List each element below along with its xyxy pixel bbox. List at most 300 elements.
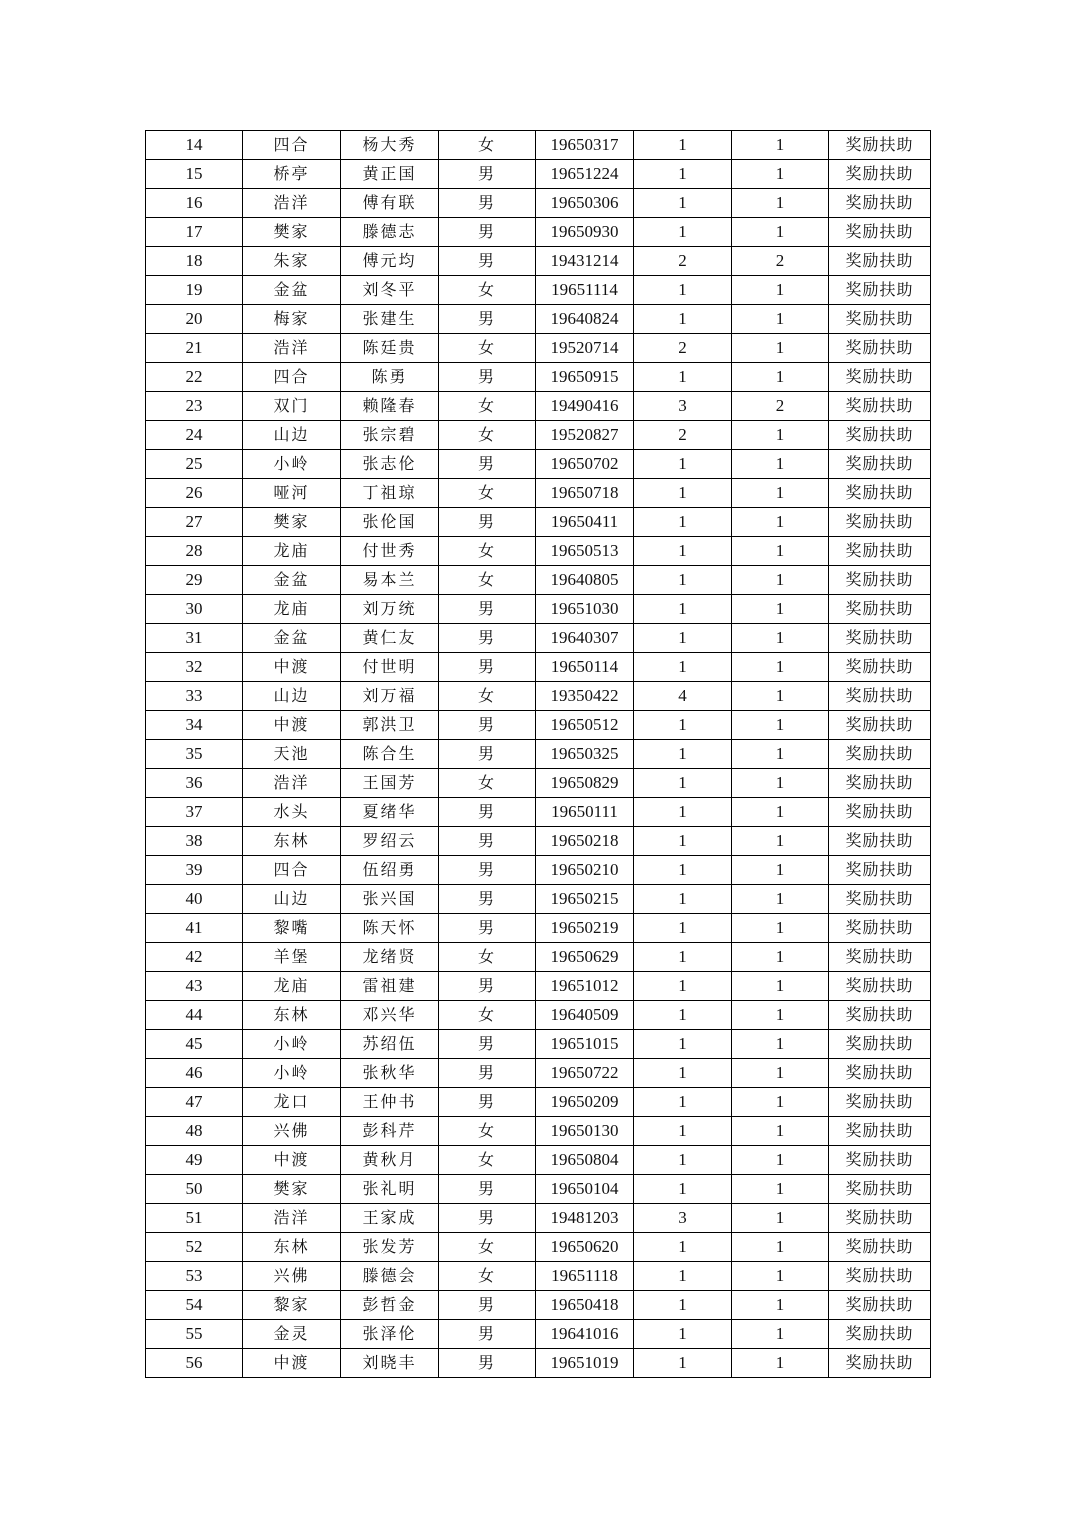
name-cell: 张宗碧 bbox=[341, 421, 439, 450]
name-cell: 伍绍勇 bbox=[341, 856, 439, 885]
birthdate-cell: 19650829 bbox=[536, 769, 634, 798]
children-cell: 1 bbox=[634, 479, 732, 508]
name-cell: 陈廷贵 bbox=[341, 334, 439, 363]
gender-cell: 男 bbox=[439, 972, 536, 1001]
birthdate-cell: 19650418 bbox=[536, 1291, 634, 1320]
gender-cell: 女 bbox=[439, 566, 536, 595]
category-cell: 奖励扶助 bbox=[829, 827, 931, 856]
children-cell: 1 bbox=[634, 1059, 732, 1088]
village-cell: 浩洋 bbox=[243, 189, 341, 218]
seq-cell: 33 bbox=[146, 682, 243, 711]
gender-cell: 男 bbox=[439, 711, 536, 740]
category-cell: 奖励扶助 bbox=[829, 131, 931, 160]
village-cell: 小岭 bbox=[243, 450, 341, 479]
category-cell: 奖励扶助 bbox=[829, 914, 931, 943]
seq-cell: 56 bbox=[146, 1349, 243, 1378]
count-cell: 1 bbox=[732, 537, 829, 566]
birthdate-cell: 19650915 bbox=[536, 363, 634, 392]
seq-cell: 20 bbox=[146, 305, 243, 334]
birthdate-cell: 19650513 bbox=[536, 537, 634, 566]
birthdate-cell: 19650130 bbox=[536, 1117, 634, 1146]
children-cell: 3 bbox=[634, 1204, 732, 1233]
category-cell: 奖励扶助 bbox=[829, 595, 931, 624]
seq-cell: 27 bbox=[146, 508, 243, 537]
seq-cell: 48 bbox=[146, 1117, 243, 1146]
count-cell: 2 bbox=[732, 392, 829, 421]
count-cell: 1 bbox=[732, 305, 829, 334]
table-row bbox=[146, 740, 931, 769]
children-cell: 1 bbox=[634, 1088, 732, 1117]
category-cell: 奖励扶助 bbox=[829, 392, 931, 421]
village-cell: 哑河 bbox=[243, 479, 341, 508]
table-row bbox=[146, 1146, 931, 1175]
children-cell: 2 bbox=[634, 247, 732, 276]
seq-cell: 25 bbox=[146, 450, 243, 479]
name-cell: 丁祖琼 bbox=[341, 479, 439, 508]
children-cell: 1 bbox=[634, 508, 732, 537]
seq-cell: 41 bbox=[146, 914, 243, 943]
children-cell: 1 bbox=[634, 653, 732, 682]
table-row bbox=[146, 827, 931, 856]
children-cell: 1 bbox=[634, 1291, 732, 1320]
name-cell: 黄仁友 bbox=[341, 624, 439, 653]
seq-cell: 29 bbox=[146, 566, 243, 595]
village-cell: 水头 bbox=[243, 798, 341, 827]
category-cell: 奖励扶助 bbox=[829, 856, 931, 885]
count-cell: 1 bbox=[732, 856, 829, 885]
birthdate-cell: 19650411 bbox=[536, 508, 634, 537]
village-cell: 樊家 bbox=[243, 1175, 341, 1204]
birthdate-cell: 19431214 bbox=[536, 247, 634, 276]
village-cell: 龙庙 bbox=[243, 972, 341, 1001]
count-cell: 1 bbox=[732, 1204, 829, 1233]
birthdate-cell: 19651015 bbox=[536, 1030, 634, 1059]
birthdate-cell: 19650804 bbox=[536, 1146, 634, 1175]
name-cell: 张建生 bbox=[341, 305, 439, 334]
count-cell: 1 bbox=[732, 1088, 829, 1117]
village-cell: 浩洋 bbox=[243, 334, 341, 363]
gender-cell: 女 bbox=[439, 1262, 536, 1291]
village-cell: 东林 bbox=[243, 1001, 341, 1030]
count-cell: 1 bbox=[732, 653, 829, 682]
count-cell: 1 bbox=[732, 682, 829, 711]
table-row bbox=[146, 537, 931, 566]
village-cell: 中渡 bbox=[243, 711, 341, 740]
birthdate-cell: 19651114 bbox=[536, 276, 634, 305]
category-cell: 奖励扶助 bbox=[829, 1204, 931, 1233]
gender-cell: 男 bbox=[439, 856, 536, 885]
village-cell: 浩洋 bbox=[243, 769, 341, 798]
count-cell: 1 bbox=[732, 943, 829, 972]
count-cell: 1 bbox=[732, 769, 829, 798]
name-cell: 赖隆春 bbox=[341, 392, 439, 421]
gender-cell: 男 bbox=[439, 189, 536, 218]
table-row bbox=[146, 189, 931, 218]
gender-cell: 男 bbox=[439, 1175, 536, 1204]
category-cell: 奖励扶助 bbox=[829, 334, 931, 363]
category-cell: 奖励扶助 bbox=[829, 1262, 931, 1291]
table-row bbox=[146, 218, 931, 247]
count-cell: 1 bbox=[732, 1030, 829, 1059]
table-row bbox=[146, 856, 931, 885]
count-cell: 1 bbox=[732, 1059, 829, 1088]
table-row bbox=[146, 508, 931, 537]
birthdate-cell: 19650325 bbox=[536, 740, 634, 769]
children-cell: 1 bbox=[634, 972, 732, 1001]
seq-cell: 14 bbox=[146, 131, 243, 160]
table-row bbox=[146, 624, 931, 653]
children-cell: 1 bbox=[634, 160, 732, 189]
gender-cell: 女 bbox=[439, 1117, 536, 1146]
village-cell: 梅家 bbox=[243, 305, 341, 334]
village-cell: 樊家 bbox=[243, 508, 341, 537]
table-row bbox=[146, 421, 931, 450]
seq-cell: 17 bbox=[146, 218, 243, 247]
village-cell: 四合 bbox=[243, 131, 341, 160]
seq-cell: 24 bbox=[146, 421, 243, 450]
category-cell: 奖励扶助 bbox=[829, 653, 931, 682]
table-row bbox=[146, 1233, 931, 1262]
table-row bbox=[146, 972, 931, 1001]
seq-cell: 55 bbox=[146, 1320, 243, 1349]
gender-cell: 男 bbox=[439, 1291, 536, 1320]
count-cell: 1 bbox=[732, 972, 829, 1001]
table-row bbox=[146, 595, 931, 624]
table-row bbox=[146, 885, 931, 914]
children-cell: 1 bbox=[634, 1262, 732, 1291]
children-cell: 1 bbox=[634, 914, 732, 943]
name-cell: 易本兰 bbox=[341, 566, 439, 595]
children-cell: 1 bbox=[634, 1320, 732, 1349]
village-cell: 小岭 bbox=[243, 1059, 341, 1088]
birthdate-cell: 19651224 bbox=[536, 160, 634, 189]
children-cell: 1 bbox=[634, 1117, 732, 1146]
gender-cell: 女 bbox=[439, 1001, 536, 1030]
table-row bbox=[146, 131, 931, 160]
gender-cell: 男 bbox=[439, 508, 536, 537]
birthdate-cell: 19651012 bbox=[536, 972, 634, 1001]
children-cell: 1 bbox=[634, 624, 732, 653]
gender-cell: 男 bbox=[439, 1059, 536, 1088]
birthdate-cell: 19520714 bbox=[536, 334, 634, 363]
count-cell: 1 bbox=[732, 711, 829, 740]
gender-cell: 女 bbox=[439, 131, 536, 160]
table-row bbox=[146, 1291, 931, 1320]
name-cell: 王家成 bbox=[341, 1204, 439, 1233]
birthdate-cell: 19650722 bbox=[536, 1059, 634, 1088]
name-cell: 张秋华 bbox=[341, 1059, 439, 1088]
birthdate-cell: 19650629 bbox=[536, 943, 634, 972]
children-cell: 1 bbox=[634, 827, 732, 856]
birthdate-cell: 19640824 bbox=[536, 305, 634, 334]
count-cell: 1 bbox=[732, 363, 829, 392]
count-cell: 1 bbox=[732, 1117, 829, 1146]
table-row bbox=[146, 769, 931, 798]
table-row bbox=[146, 1059, 931, 1088]
name-cell: 郭洪卫 bbox=[341, 711, 439, 740]
name-cell: 张伦国 bbox=[341, 508, 439, 537]
children-cell: 1 bbox=[634, 798, 732, 827]
seq-cell: 44 bbox=[146, 1001, 243, 1030]
seq-cell: 47 bbox=[146, 1088, 243, 1117]
name-cell: 苏绍伍 bbox=[341, 1030, 439, 1059]
count-cell: 1 bbox=[732, 1349, 829, 1378]
table-row bbox=[146, 1204, 931, 1233]
category-cell: 奖励扶助 bbox=[829, 479, 931, 508]
name-cell: 付世秀 bbox=[341, 537, 439, 566]
gender-cell: 女 bbox=[439, 537, 536, 566]
category-cell: 奖励扶助 bbox=[829, 711, 931, 740]
village-cell: 山边 bbox=[243, 885, 341, 914]
birthdate-cell: 19350422 bbox=[536, 682, 634, 711]
village-cell: 龙庙 bbox=[243, 595, 341, 624]
roster-table-body bbox=[146, 131, 931, 1378]
category-cell: 奖励扶助 bbox=[829, 566, 931, 595]
seq-cell: 28 bbox=[146, 537, 243, 566]
gender-cell: 女 bbox=[439, 1233, 536, 1262]
category-cell: 奖励扶助 bbox=[829, 1059, 931, 1088]
category-cell: 奖励扶助 bbox=[829, 943, 931, 972]
seq-cell: 22 bbox=[146, 363, 243, 392]
village-cell: 龙口 bbox=[243, 1088, 341, 1117]
village-cell: 龙庙 bbox=[243, 537, 341, 566]
name-cell: 傅元均 bbox=[341, 247, 439, 276]
seq-cell: 38 bbox=[146, 827, 243, 856]
gender-cell: 男 bbox=[439, 1320, 536, 1349]
category-cell: 奖励扶助 bbox=[829, 1117, 931, 1146]
children-cell: 1 bbox=[634, 1233, 732, 1262]
village-cell: 小岭 bbox=[243, 1030, 341, 1059]
table-row bbox=[146, 1001, 931, 1030]
table-row bbox=[146, 1320, 931, 1349]
village-cell: 天池 bbox=[243, 740, 341, 769]
category-cell: 奖励扶助 bbox=[829, 1291, 931, 1320]
seq-cell: 18 bbox=[146, 247, 243, 276]
village-cell: 金灵 bbox=[243, 1320, 341, 1349]
birthdate-cell: 19650718 bbox=[536, 479, 634, 508]
village-cell: 桥亭 bbox=[243, 160, 341, 189]
name-cell: 王仲书 bbox=[341, 1088, 439, 1117]
birthdate-cell: 19640509 bbox=[536, 1001, 634, 1030]
children-cell: 1 bbox=[634, 885, 732, 914]
name-cell: 刘万福 bbox=[341, 682, 439, 711]
children-cell: 1 bbox=[634, 1175, 732, 1204]
count-cell: 1 bbox=[732, 1001, 829, 1030]
village-cell: 山边 bbox=[243, 682, 341, 711]
children-cell: 1 bbox=[634, 305, 732, 334]
village-cell: 黎家 bbox=[243, 1291, 341, 1320]
table-row bbox=[146, 450, 931, 479]
gender-cell: 男 bbox=[439, 305, 536, 334]
village-cell: 东林 bbox=[243, 1233, 341, 1262]
gender-cell: 男 bbox=[439, 740, 536, 769]
village-cell: 山边 bbox=[243, 421, 341, 450]
table-row bbox=[146, 305, 931, 334]
gender-cell: 男 bbox=[439, 914, 536, 943]
count-cell: 1 bbox=[732, 1291, 829, 1320]
table-row bbox=[146, 1262, 931, 1291]
birthdate-cell: 19650218 bbox=[536, 827, 634, 856]
children-cell: 2 bbox=[634, 421, 732, 450]
birthdate-cell: 19650620 bbox=[536, 1233, 634, 1262]
seq-cell: 40 bbox=[146, 885, 243, 914]
birthdate-cell: 19641016 bbox=[536, 1320, 634, 1349]
name-cell: 傅有联 bbox=[341, 189, 439, 218]
table-row bbox=[146, 1088, 931, 1117]
children-cell: 1 bbox=[634, 1001, 732, 1030]
seq-cell: 16 bbox=[146, 189, 243, 218]
seq-cell: 49 bbox=[146, 1146, 243, 1175]
seq-cell: 51 bbox=[146, 1204, 243, 1233]
table-row bbox=[146, 276, 931, 305]
village-cell: 浩洋 bbox=[243, 1204, 341, 1233]
seq-cell: 54 bbox=[146, 1291, 243, 1320]
gender-cell: 男 bbox=[439, 160, 536, 189]
category-cell: 奖励扶助 bbox=[829, 276, 931, 305]
children-cell: 1 bbox=[634, 943, 732, 972]
category-cell: 奖励扶助 bbox=[829, 885, 931, 914]
category-cell: 奖励扶助 bbox=[829, 740, 931, 769]
seq-cell: 34 bbox=[146, 711, 243, 740]
birthdate-cell: 19650209 bbox=[536, 1088, 634, 1117]
seq-cell: 26 bbox=[146, 479, 243, 508]
table-row bbox=[146, 334, 931, 363]
seq-cell: 15 bbox=[146, 160, 243, 189]
children-cell: 3 bbox=[634, 392, 732, 421]
birthdate-cell: 19650512 bbox=[536, 711, 634, 740]
table-row bbox=[146, 392, 931, 421]
seq-cell: 50 bbox=[146, 1175, 243, 1204]
count-cell: 1 bbox=[732, 1262, 829, 1291]
village-cell: 朱家 bbox=[243, 247, 341, 276]
village-cell: 四合 bbox=[243, 363, 341, 392]
village-cell: 东林 bbox=[243, 827, 341, 856]
village-cell: 双门 bbox=[243, 392, 341, 421]
village-cell: 四合 bbox=[243, 856, 341, 885]
seq-cell: 43 bbox=[146, 972, 243, 1001]
village-cell: 中渡 bbox=[243, 1349, 341, 1378]
seq-cell: 19 bbox=[146, 276, 243, 305]
birthdate-cell: 19490416 bbox=[536, 392, 634, 421]
name-cell: 陈天怀 bbox=[341, 914, 439, 943]
gender-cell: 男 bbox=[439, 1088, 536, 1117]
count-cell: 1 bbox=[732, 1320, 829, 1349]
seq-cell: 52 bbox=[146, 1233, 243, 1262]
table-row bbox=[146, 1117, 931, 1146]
count-cell: 1 bbox=[732, 1233, 829, 1262]
gender-cell: 男 bbox=[439, 798, 536, 827]
children-cell: 1 bbox=[634, 711, 732, 740]
gender-cell: 男 bbox=[439, 1204, 536, 1233]
category-cell: 奖励扶助 bbox=[829, 537, 931, 566]
birthdate-cell: 19481203 bbox=[536, 1204, 634, 1233]
category-cell: 奖励扶助 bbox=[829, 1001, 931, 1030]
children-cell: 1 bbox=[634, 450, 732, 479]
seq-cell: 31 bbox=[146, 624, 243, 653]
name-cell: 彭哲金 bbox=[341, 1291, 439, 1320]
children-cell: 1 bbox=[634, 1030, 732, 1059]
table-row bbox=[146, 914, 931, 943]
name-cell: 滕德志 bbox=[341, 218, 439, 247]
roster-table bbox=[145, 130, 931, 1378]
children-cell: 2 bbox=[634, 334, 732, 363]
children-cell: 1 bbox=[634, 566, 732, 595]
village-cell: 樊家 bbox=[243, 218, 341, 247]
birthdate-cell: 19650219 bbox=[536, 914, 634, 943]
birthdate-cell: 19651019 bbox=[536, 1349, 634, 1378]
seq-cell: 36 bbox=[146, 769, 243, 798]
village-cell: 黎嘴 bbox=[243, 914, 341, 943]
village-cell: 羊堡 bbox=[243, 943, 341, 972]
count-cell: 1 bbox=[732, 740, 829, 769]
name-cell: 黄秋月 bbox=[341, 1146, 439, 1175]
children-cell: 1 bbox=[634, 769, 732, 798]
name-cell: 刘晓丰 bbox=[341, 1349, 439, 1378]
category-cell: 奖励扶助 bbox=[829, 682, 931, 711]
children-cell: 1 bbox=[634, 363, 732, 392]
children-cell: 1 bbox=[634, 1349, 732, 1378]
gender-cell: 女 bbox=[439, 334, 536, 363]
gender-cell: 男 bbox=[439, 1030, 536, 1059]
gender-cell: 女 bbox=[439, 682, 536, 711]
count-cell: 1 bbox=[732, 624, 829, 653]
children-cell: 1 bbox=[634, 218, 732, 247]
seq-cell: 37 bbox=[146, 798, 243, 827]
name-cell: 滕德会 bbox=[341, 1262, 439, 1291]
category-cell: 奖励扶助 bbox=[829, 305, 931, 334]
seq-cell: 46 bbox=[146, 1059, 243, 1088]
category-cell: 奖励扶助 bbox=[829, 1146, 931, 1175]
gender-cell: 男 bbox=[439, 827, 536, 856]
table-row bbox=[146, 160, 931, 189]
category-cell: 奖励扶助 bbox=[829, 1175, 931, 1204]
birthdate-cell: 19651118 bbox=[536, 1262, 634, 1291]
birthdate-cell: 19650306 bbox=[536, 189, 634, 218]
seq-cell: 21 bbox=[146, 334, 243, 363]
count-cell: 1 bbox=[732, 798, 829, 827]
category-cell: 奖励扶助 bbox=[829, 972, 931, 1001]
gender-cell: 女 bbox=[439, 769, 536, 798]
count-cell: 1 bbox=[732, 1146, 829, 1175]
gender-cell: 男 bbox=[439, 595, 536, 624]
count-cell: 1 bbox=[732, 508, 829, 537]
village-cell: 中渡 bbox=[243, 653, 341, 682]
name-cell: 龙绪贤 bbox=[341, 943, 439, 972]
category-cell: 奖励扶助 bbox=[829, 1088, 931, 1117]
count-cell: 1 bbox=[732, 479, 829, 508]
table-row bbox=[146, 943, 931, 972]
gender-cell: 女 bbox=[439, 421, 536, 450]
category-cell: 奖励扶助 bbox=[829, 421, 931, 450]
count-cell: 1 bbox=[732, 276, 829, 305]
seq-cell: 30 bbox=[146, 595, 243, 624]
count-cell: 1 bbox=[732, 131, 829, 160]
name-cell: 夏绪华 bbox=[341, 798, 439, 827]
children-cell: 1 bbox=[634, 595, 732, 624]
category-cell: 奖励扶助 bbox=[829, 798, 931, 827]
table-row bbox=[146, 1349, 931, 1378]
birthdate-cell: 19651030 bbox=[536, 595, 634, 624]
birthdate-cell: 19650317 bbox=[536, 131, 634, 160]
count-cell: 2 bbox=[732, 247, 829, 276]
village-cell: 金盆 bbox=[243, 566, 341, 595]
children-cell: 4 bbox=[634, 682, 732, 711]
gender-cell: 女 bbox=[439, 392, 536, 421]
gender-cell: 男 bbox=[439, 624, 536, 653]
children-cell: 1 bbox=[634, 537, 732, 566]
category-cell: 奖励扶助 bbox=[829, 1320, 931, 1349]
count-cell: 1 bbox=[732, 595, 829, 624]
